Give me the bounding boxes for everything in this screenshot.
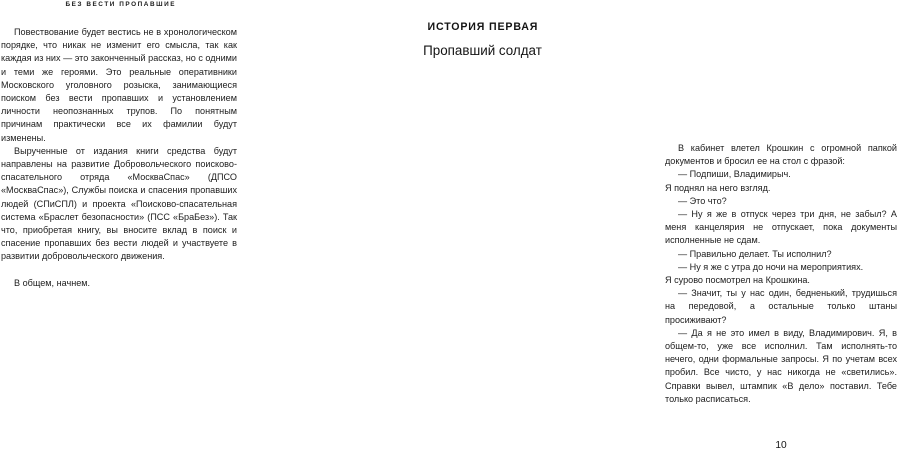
running-head: БЕЗ ВЕСТИ ПРОПАВШИЕ (65, 1, 177, 8)
right-page (300, 0, 897, 457)
story-title: Пропавший солдат (423, 43, 542, 58)
left-page (0, 0, 240, 457)
story-label: ИСТОРИЯ ПЕРВАЯ (427, 21, 539, 33)
right-page-body (665, 142, 897, 406)
left-page-body (1, 26, 237, 290)
paragraph: В общем, начнем. (14, 277, 91, 288)
dialogue-line: — Значит, ты у нас один, бедненький, трудишься на передовой, а остальные только штаны просиживают? (665, 288, 897, 325)
paragraph: В кабинет влетел Крошкин с огромной папкой документов и бросил ее на стол с фразой: (665, 143, 897, 167)
dialogue-line: — Ну я же с утра до ночи на мероприятиях. (678, 261, 864, 272)
paragraph: Я сурово посмотрел на Крошкина. (665, 275, 810, 286)
dialogue-line: — Подпиши, Владимирыч. (678, 169, 791, 180)
dialogue-line: — Да я не это имел в виду, Владимирович. Я, в общем-то, уже все исполнил. Там исполнять-то нечего, одни формальные запросы. Я по учетам всех пробил. Все чисто, у нас никогда не «светились». Справки вывел, штампик «В дело» поставил. Тебе только расписаться. (665, 327, 897, 404)
paragraph: Повествование будет вестись не в хронологическом порядке, что никак не изменит его смысла, так как каждая из них — это законченный рассказ, но с одними и теми же героями. Это реальные оперативники Московского уголовного розыска, занимающиеся поиском без вести пропавших и установлением личности неопознанных трупов. По понятным причинам практически все их фамилии будут изменены. (1, 27, 238, 143)
dialogue-line: — Это что? (678, 195, 727, 206)
dialogue-line: — Правильно делает. Ты исполнил? (678, 248, 832, 259)
paragraph: Вырученные от издания книги средства будут направлены на развитие Добровольческого поисково-спасательного отряда «МоскваСпас» (ДПСО «МоскваСпас»), Службы поиска и спасения пропавших людей (СПиСПЛ) и проекта «Поисково-спасательная система «Браслет безопасности» (ПСС «БраБез»). Так что, приобретая книгу, вы вносите вклад в поиск и спасение пропавших без вести людей и участвуете в развитии добровольческого движения. (1, 145, 237, 262)
dialogue-line: — Ну я же в отпуск через три дня, не забыл? А меня канцелярия не отпускает, пока документы исполненные не сдам. (665, 209, 897, 246)
page-number: 10 (775, 440, 787, 451)
paragraph: Я поднял на него взгляд. (665, 182, 771, 193)
